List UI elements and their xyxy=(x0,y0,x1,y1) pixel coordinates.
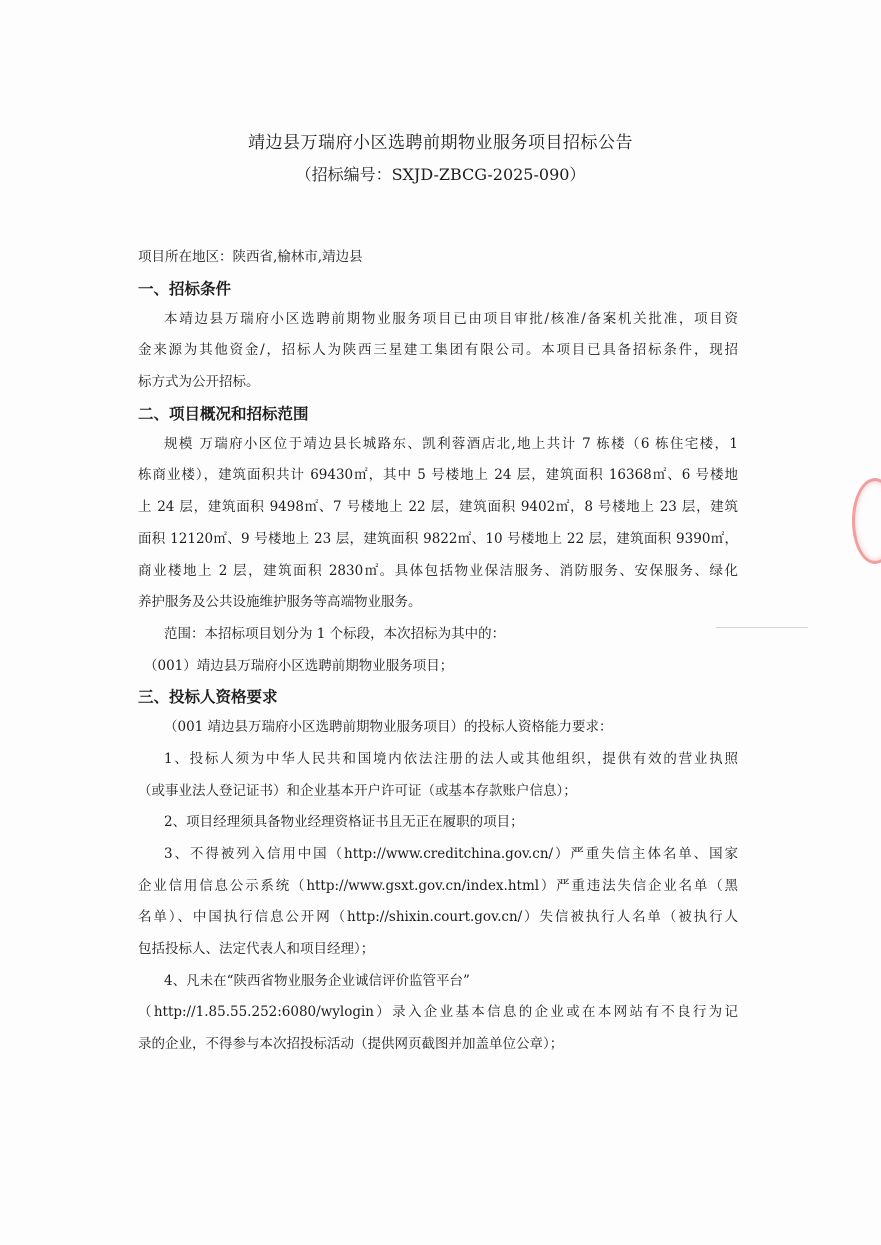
paragraph-line: 上 24 层，建筑面积 9498㎡、7 号楼地上 22 层，建筑面积 9402㎡，8 号楼地上 23 层，建筑 xyxy=(138,499,738,516)
tender-number: （招标编号：SXJD-ZBCG-2025-090） xyxy=(295,165,586,184)
qualification-item-4-cont: 录的企业，不得参与本次招投标活动（提供网页截图并加盖单位公章）； xyxy=(138,1036,564,1053)
project-location: 项目所在地区：陕西省,榆林市,靖边县 xyxy=(138,249,363,265)
qualification-item-2: 2、项目经理须具备物业经理资格证书且无正在履职的项目； xyxy=(164,814,524,831)
scan-artifact-line xyxy=(716,627,808,628)
qualification-intro: （001 靖边县万瑞府小区选聘前期物业服务项目）的投标人资格能力要求： xyxy=(164,719,613,736)
qualification-item-3: 3、不得被列入信用中国（http://www.creditchina.gov.cn/）严重失信主体名单、国家 xyxy=(164,846,738,862)
paragraph-line: 养护服务及公共设施维护服务等高端物业服务。 xyxy=(138,594,422,611)
lot-item: （001）靖边县万瑞府小区选聘前期物业服务项目； xyxy=(144,657,454,674)
paragraph-line: 规模 万瑞府小区位于靖边县长城路东、凯利蓉酒店北,地上共计 7 栋楼（6 栋住宅楼，1 xyxy=(164,435,738,452)
qualification-item-3-cont: 企业信用信息公示系统（http://www.gsxt.gov.cn/index.html）严重违法失信企业名单（黑 xyxy=(138,877,738,894)
document-body xyxy=(138,242,738,1061)
qualification-item-1-cont: （或事业法人登记证书）和企业基本开户许可证（或基本存款账户信息）； xyxy=(138,782,577,799)
qualification-item-3-cont: 包括投标人、法定代表人和项目经理）； xyxy=(138,941,375,958)
section-heading-project-overview: 二、项目概况和招标范围 xyxy=(138,404,309,423)
paragraph-line: 本靖边县万瑞府小区选聘前期物业服务项目已由项目审批/核准/备案机关批准，项目资 xyxy=(164,310,738,327)
section-heading-tender-conditions: 一、招标条件 xyxy=(138,279,232,298)
page-title: 靖边县万瑞府小区选聘前期物业服务项目招标公告 xyxy=(248,133,633,153)
section-heading-bidder-qualifications: 三、投标人资格要求 xyxy=(138,688,278,707)
paragraph-line: 面积 12120㎡、9 号楼地上 23 层，建筑面积 9822㎡、10 号楼地上 22 层，建筑面积 9390㎡， xyxy=(138,530,738,547)
paragraph-line: 标方式为公开招标。 xyxy=(138,374,260,391)
red-seal-stamp-edge xyxy=(852,478,881,564)
title-block xyxy=(0,128,881,190)
qualification-item-4-cont: （http://1.85.55.252:6080/wylogin）录入企业基本信息的企业或在本网站有不良行为记 xyxy=(138,1004,738,1021)
qualification-item-4: 4、凡未在“陕西省物业服务企业诚信评价监管平台” xyxy=(164,972,470,989)
qualification-item-1: 1、投标人须为中华人民共和国境内依法注册的法人或其他组织，提供有效的营业执照 xyxy=(164,750,738,767)
paragraph-line: 商业楼地上 2 层，建筑面积 2830㎡。具体包括物业保洁服务、消防服务、安保服务、绿化 xyxy=(138,562,738,579)
qualification-item-3-cont: 名单）、中国执行信息公开网（http://shixin.court.gov.cn/）失信被执行人名单（被执行人 xyxy=(138,909,738,926)
paragraph-line: 金来源为其他资金/，招标人为陕西三星建工集团有限公司。本项目已具备招标条件，现招 xyxy=(138,342,738,359)
paragraph-line: 栋商业楼），建筑面积共计 69430㎡，其中 5 号楼地上 24 层，建筑面积 16368㎡、6 号楼地 xyxy=(138,467,738,484)
tender-range: 范围：本招标项目划分为 1 个标段，本次招标为其中的： xyxy=(164,625,506,642)
